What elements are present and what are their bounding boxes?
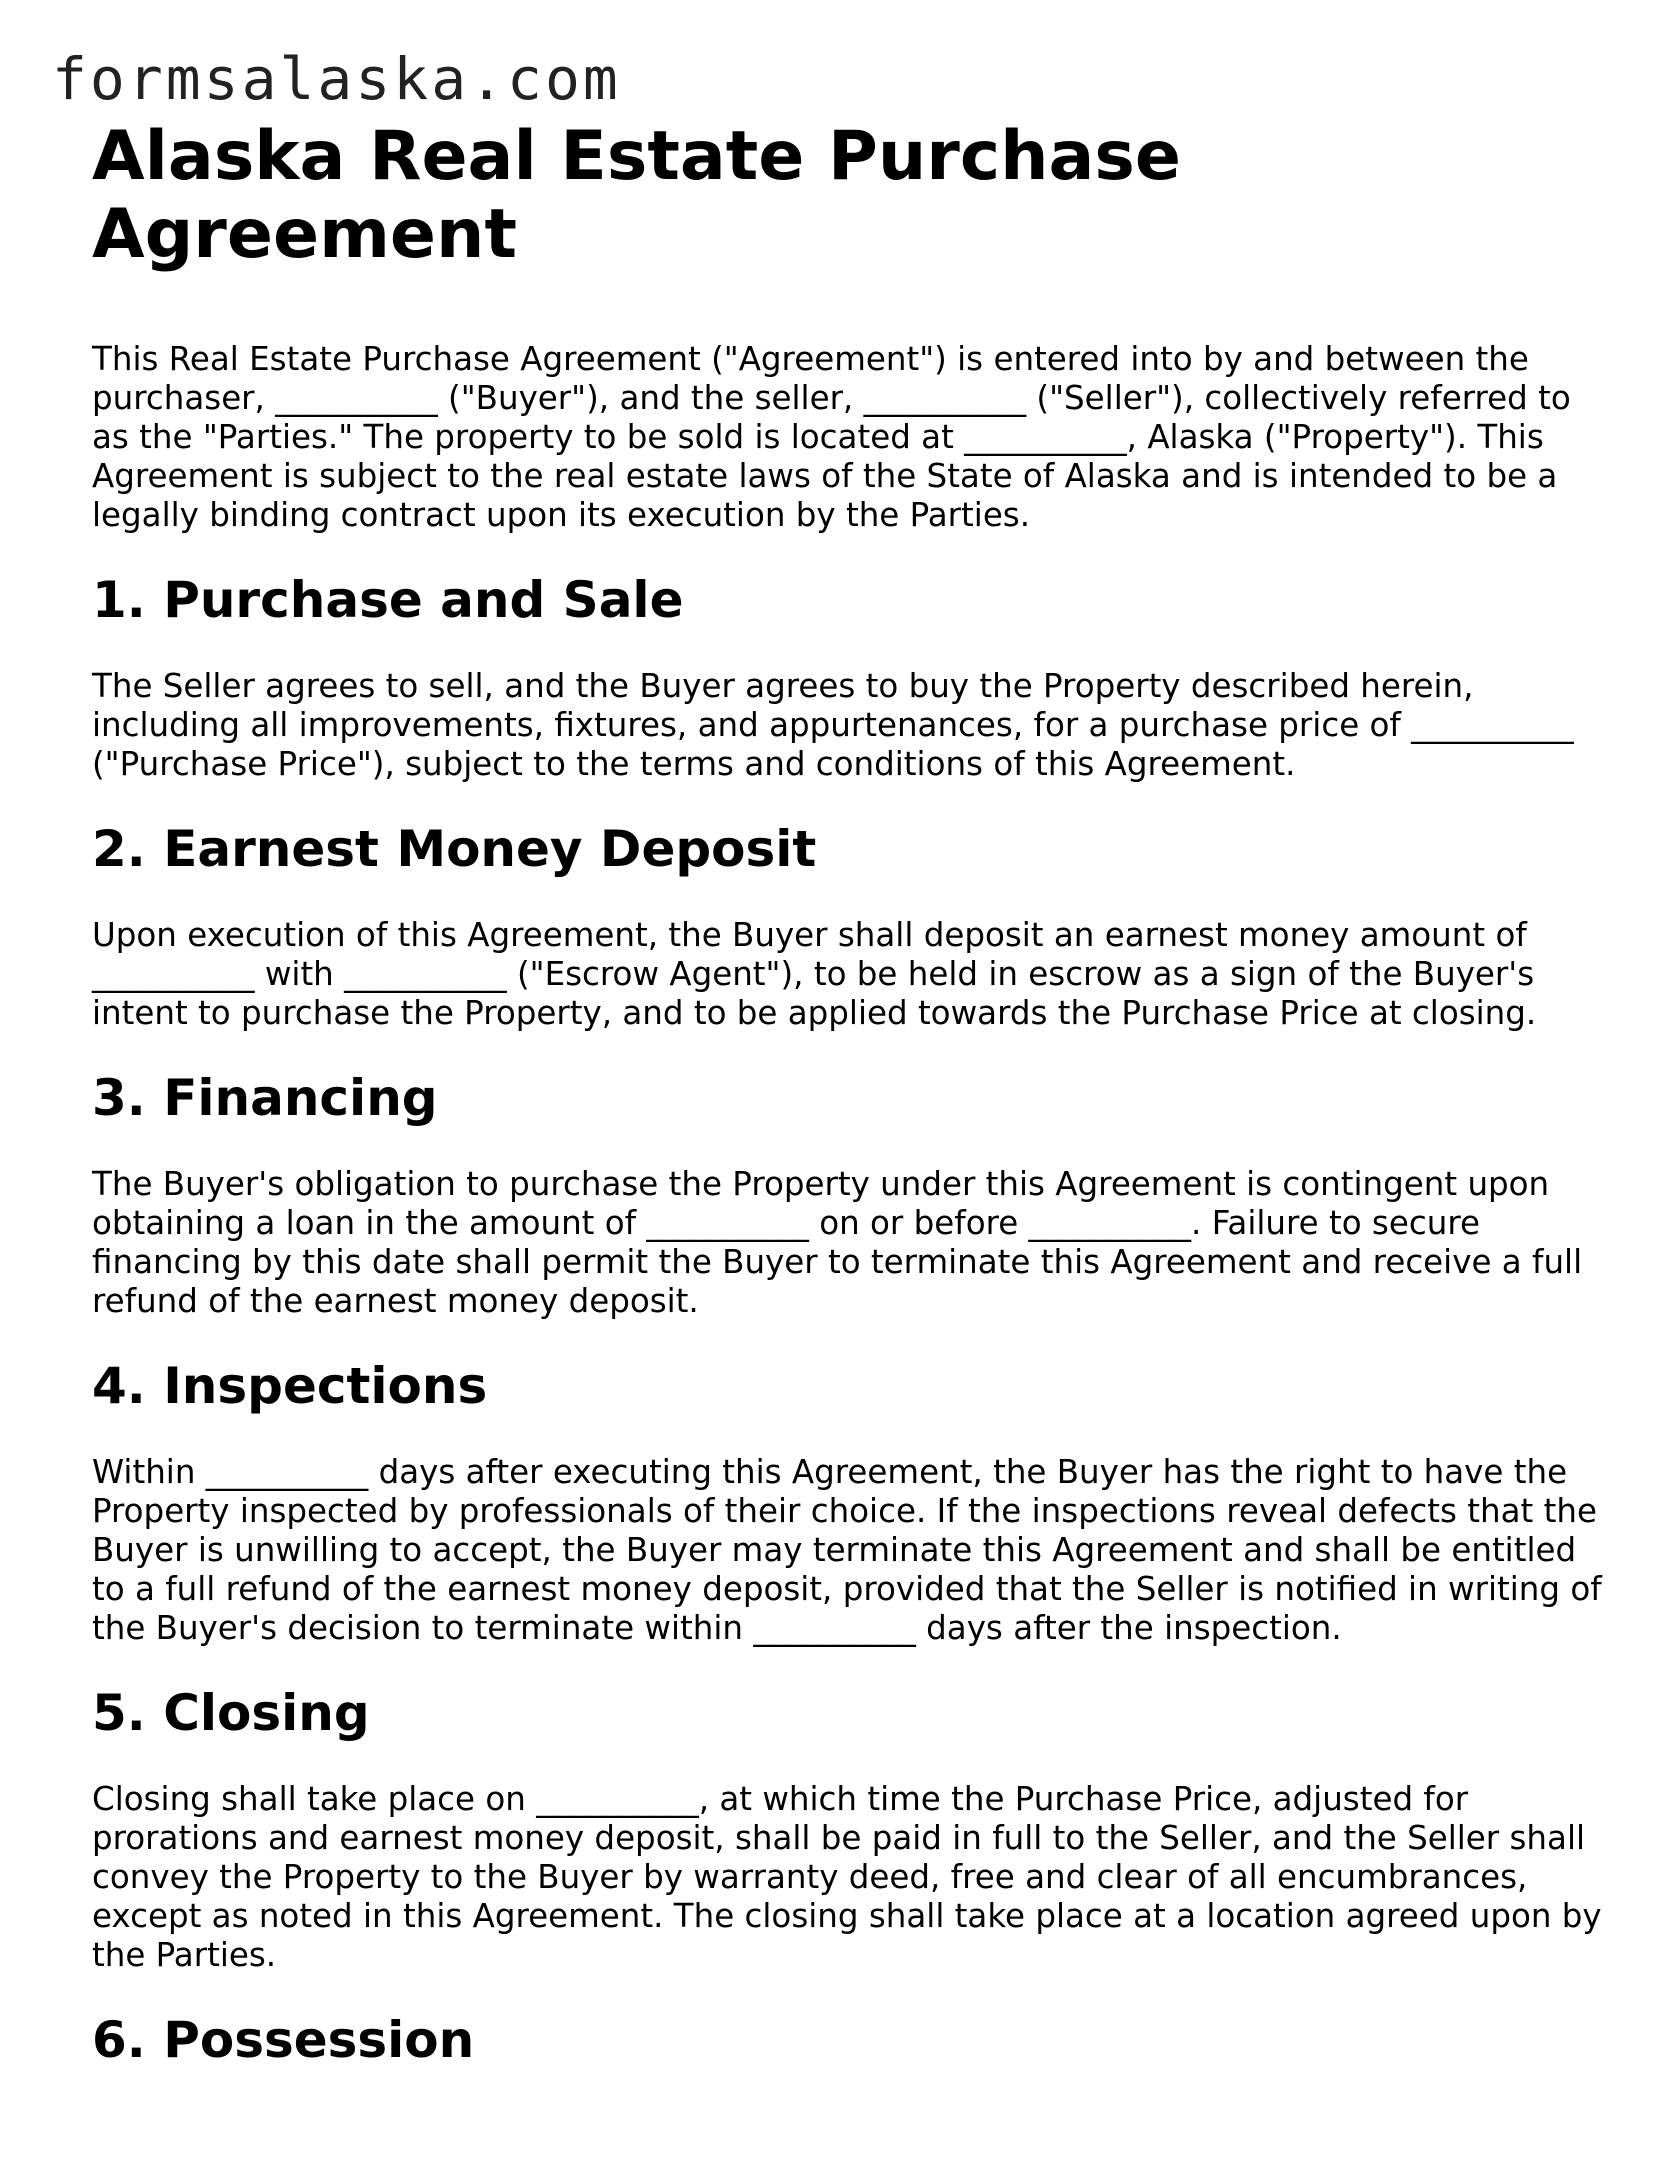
section-1-body: The Seller agrees to sell, and the Buyer agrees to buy the Property described herein, including all improvements, fixtures, and appurtenances, for a purchase price of __________ ("Purchase Price"), subject to the terms and conditions of this Agreement. [92,667,1574,783]
intro-paragraph: This Real Estate Purchase Agreement ("Agreement") is entered into by and between the purchaser, __________ ("Buyer"), and the seller, __________ ("Seller"), collectively referred to as the "Parties." The property to be sold is located at __________, Alaska ("Property"). This Agreement is subject to the real estate laws of the State of Alaska and is intended to be a legally binding contract upon its execution by the Parties. [92,340,1571,534]
document-title: Alaska Real Estate Purchase Agreement [92,117,1182,274]
section-3-body: The Buyer's obligation to purchase the Property under this Agreement is contingent upon obtaining a loan in the amount of __________ on or before __________. Failure to secure financing by this date shall permit the Buyer to terminate this Agreement and receive a full refund of the earnest money deposit. [92,1165,1583,1320]
section-4-body: Within __________ days after executing this Agreement, the Buyer has the right to have the Property inspected by professionals of their choice. If the inspections reveal defects that the Buyer is unwilling to accept, the Buyer may terminate this Agreement and shall be entitled to a full refund of the earnest money deposit, provided that the Seller is notified in writing of the Buyer's decision to terminate within __________ days after the inspection. [92,1453,1602,1647]
section-5-heading: 5. Closing [92,1684,370,1742]
section-1-heading: 1. Purchase and Sale [92,571,684,629]
section-5-body: Closing shall take place on __________, at which time the Purchase Price, adjusted for prorations and earnest money deposit, shall be paid in full to the Seller, and the Seller shall convey the Property to the Buyer by warranty deed, free and clear of all encumbrances, except as noted in this Agreement. The closing shall take place at a location agreed upon by the Parties. [92,1780,1602,1974]
site-watermark: formsalaska.com [52,45,621,113]
section-4-heading: 4. Inspections [92,1357,488,1415]
section-2-body: Upon execution of this Agreement, the Buyer shall deposit an earnest money amount of __________ with __________ ("Escrow Agent"), to be held in escrow as a sign of the Buyer's intent to purchase the Property, and to be applied towards the Purchase Price at closing. [92,916,1537,1032]
section-6-heading: 6. Possession [92,2011,475,2069]
section-3-heading: 3. Financing [92,1069,438,1127]
document-page [92,118,1612,2069]
section-2-heading: 2. Earnest Money Deposit [92,820,817,878]
